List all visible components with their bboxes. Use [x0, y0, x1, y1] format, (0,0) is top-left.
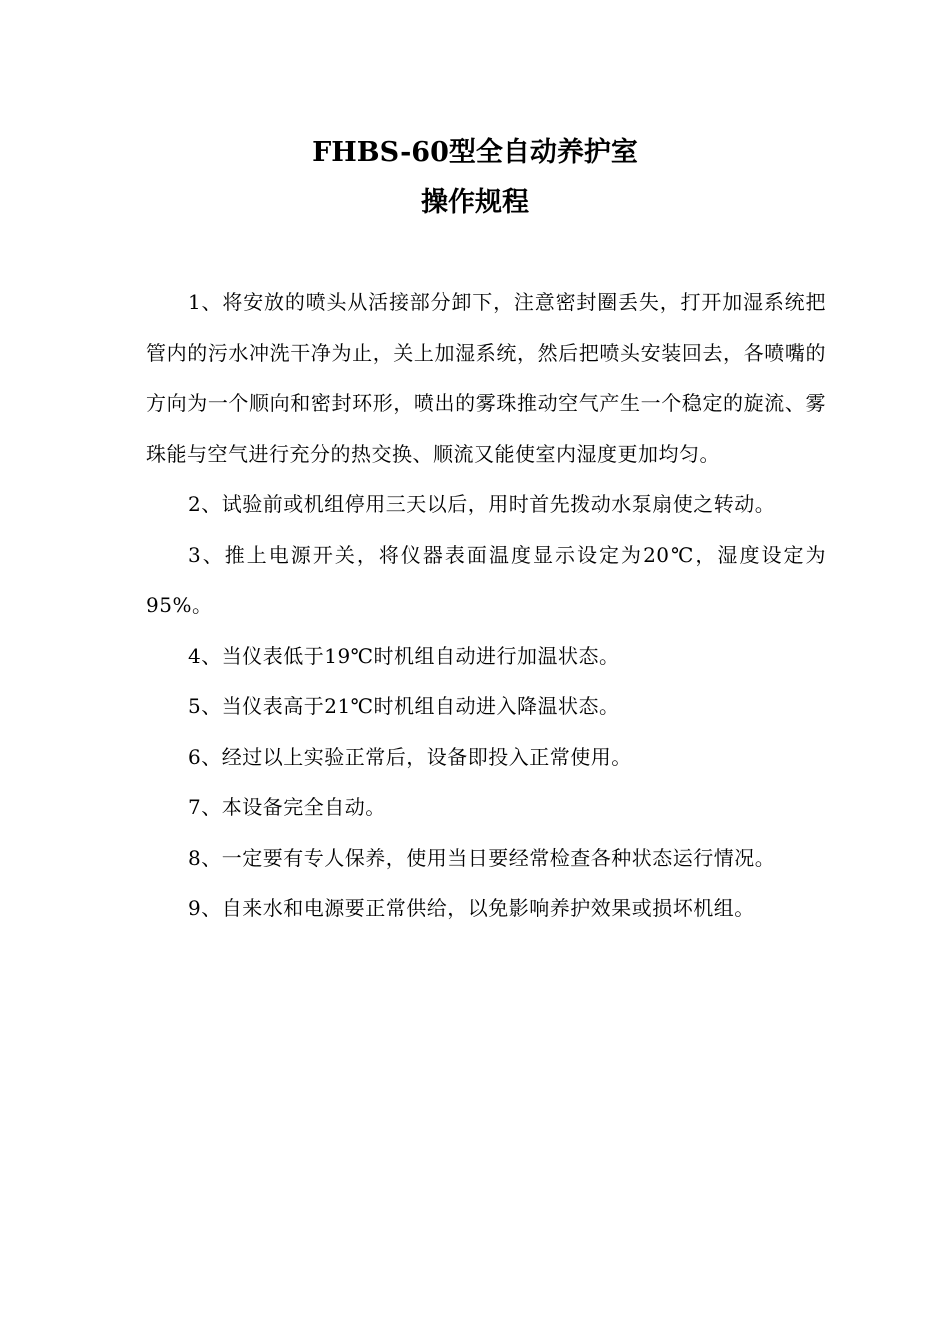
procedure-item-6: 6、经过以上实验正常后，设备即投入正常使用。 — [188, 744, 632, 769]
procedure-item-8: 8、一定要有专人保养，使用当日要经常检查各种状态运行情况。 — [188, 845, 776, 870]
procedure-item-5: 5、当仪表高于21℃时机组自动进入降温状态。 — [188, 694, 620, 718]
title-block — [0, 128, 950, 228]
procedure-item-4: 4、当仪表低于19℃时机组自动进行加温状态。 — [188, 643, 620, 668]
procedure-item-3: 3、推上电源开关，将仪器表面温度显示设定为20℃，湿度设定为95%。 — [146, 542, 826, 617]
procedure-list — [146, 277, 826, 934]
document-subtitle: 操作规程 — [421, 187, 529, 218]
procedure-item-2: 2、试验前或机组停用三天以后，用时首先拨动水泵扇使之转动。 — [188, 492, 776, 516]
procedure-item-9: 9、自来水和电源要正常供给，以免影响养护效果或损坏机组。 — [188, 896, 755, 920]
document-title: FHBS-60型全自动养护室 — [312, 137, 638, 168]
procedure-item-7: 7、本设备完全自动。 — [188, 795, 386, 819]
procedure-item-1: 1、将安放的喷头从活接部分卸下，注意密封圈丢失，打开加湿系统把管内的污水冲洗干净为止，关上加湿系统，然后把喷头安装回去，各喷嘴的方向为一个顺向和密封环形，喷出的雾珠推动空气产生一个稳定的旋流、雾珠能与空气进行充分的热交换、顺流又能使室内湿度更加均匀。 — [146, 290, 826, 466]
